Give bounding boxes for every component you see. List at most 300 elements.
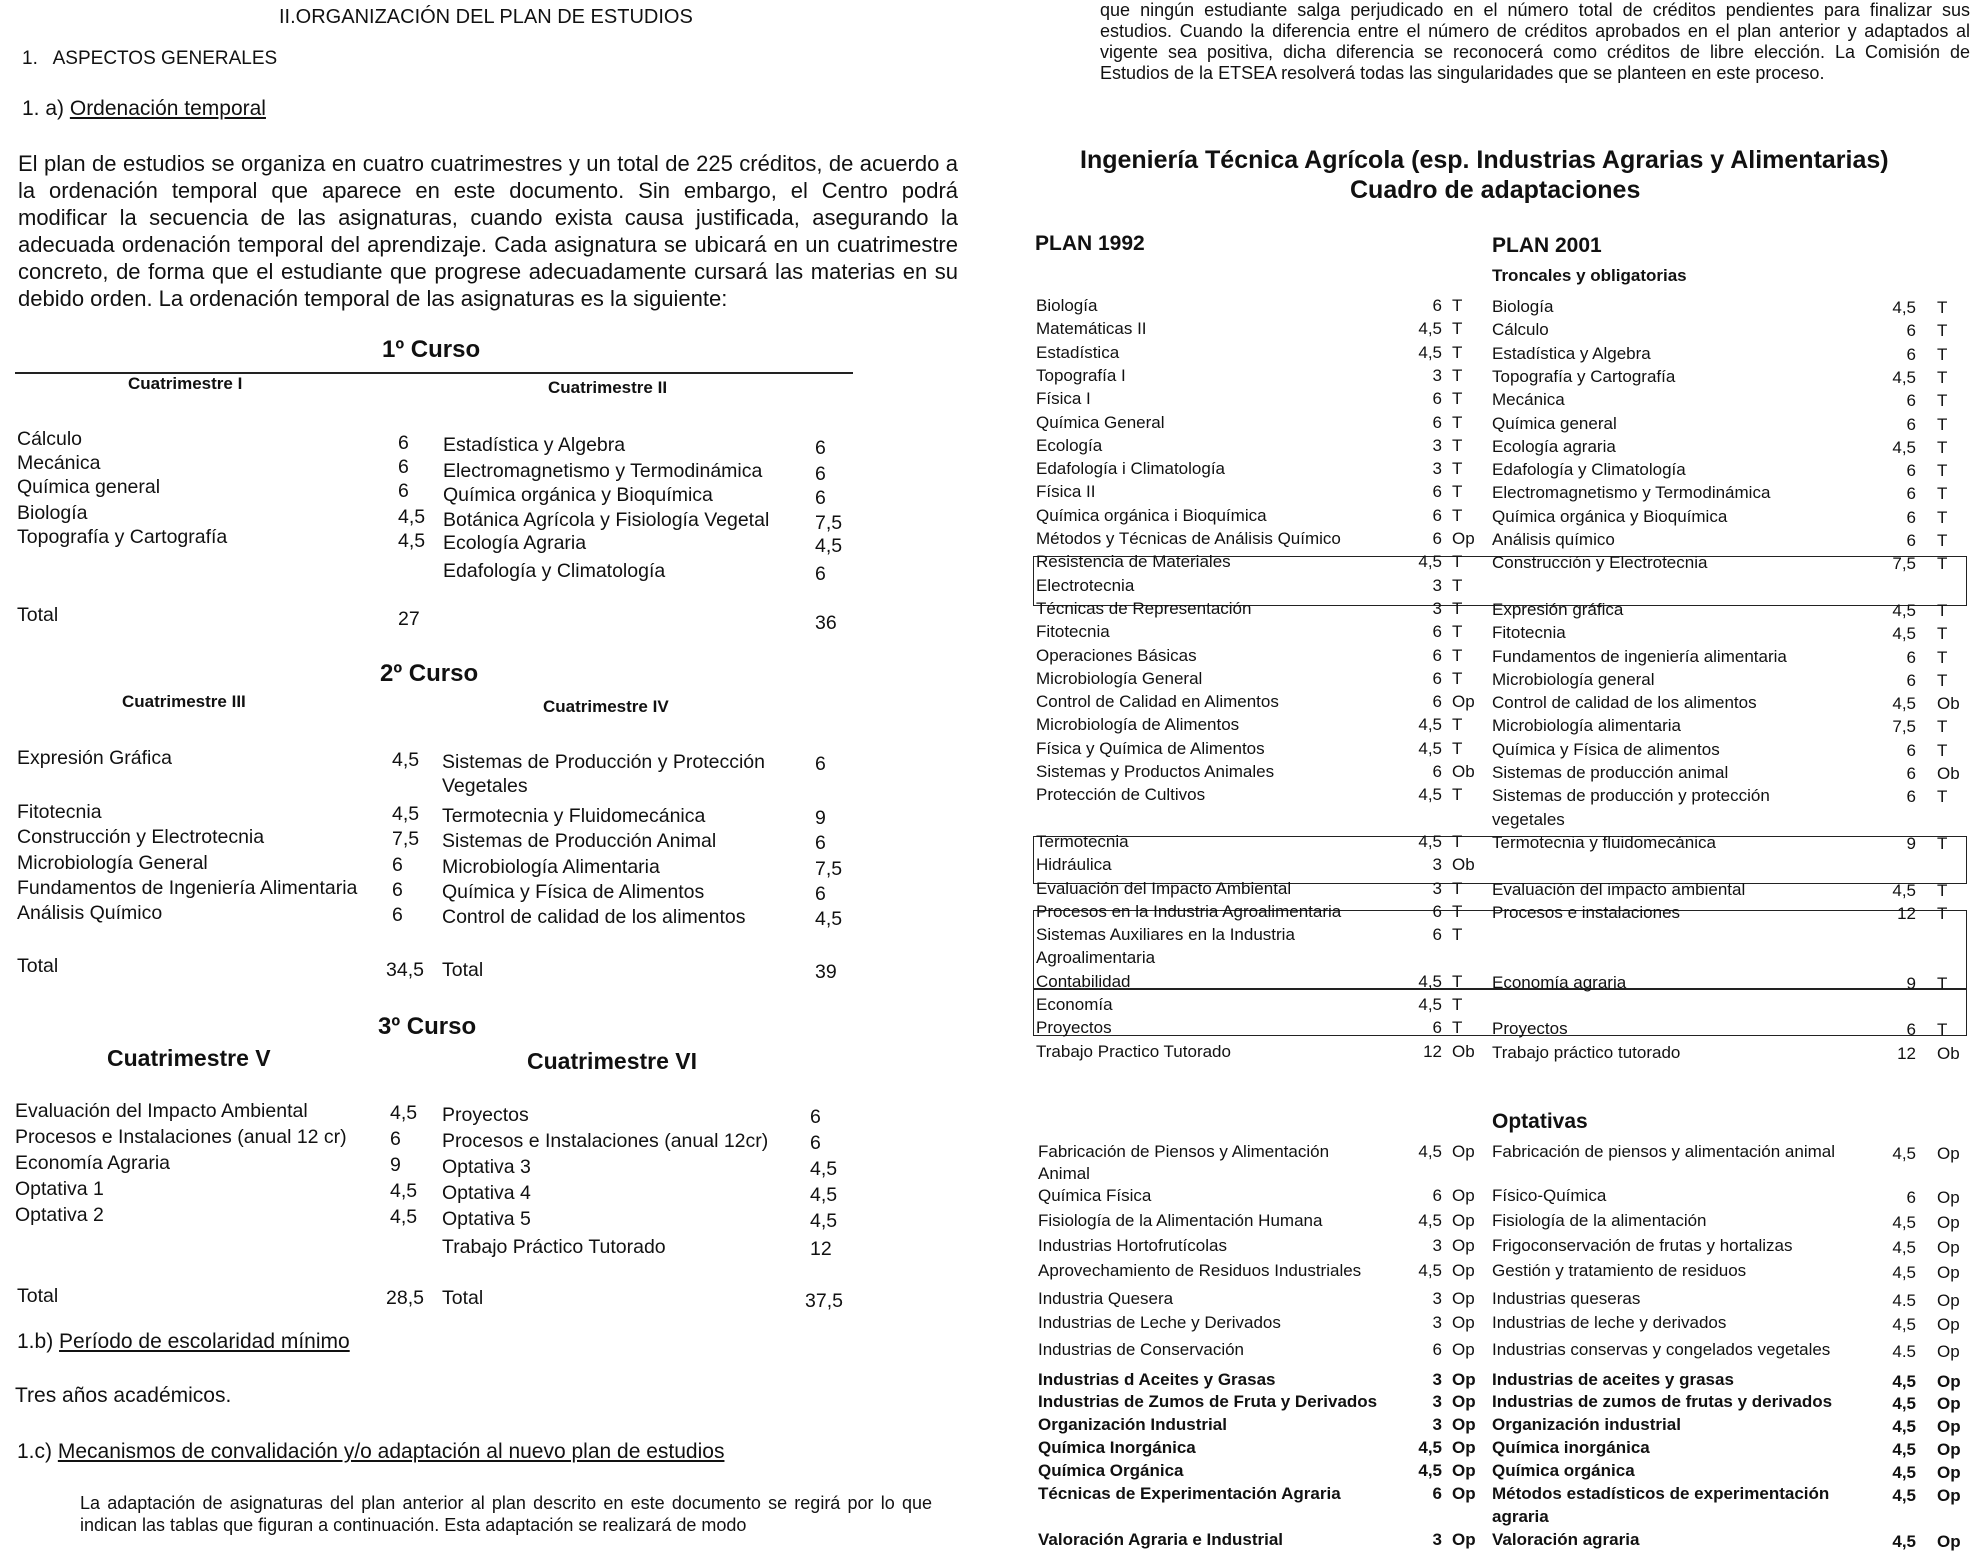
plan-1992-credits: 4,5: [1418, 738, 1442, 758]
subject-name: Ecología Agraria: [443, 532, 587, 554]
intro-paragraph: El plan de estudios se organiza en cuatro cuatrimestres y un total de 225 créditos, de acuerdo a la ordenación temporal que aparece en este documento. Sin embargo, el Centro podrá modificar la secuencia de las asignaturas, cuando exista causa justificada, asegurando la adecuada ordenación temporal del aprendizaje. Cada asignatura se ubicará en un cuatrimestre concreto, de forma que el estudiante que progrese adecuadamente cursará las materias en su debido orden. La ordenación temporal de las asignaturas es la siguiente:: [18, 151, 958, 311]
section-heading-1c: [17, 1440, 724, 1464]
plan-1992-credits: 6: [1432, 1186, 1442, 1205]
plan-1992-subject: Procesos en la Industria Agroalimentaria: [1036, 901, 1342, 921]
plan-1992-credits: 6: [1432, 645, 1442, 665]
plan-2001-subject: Procesos e instalaciones: [1492, 902, 1681, 922]
plan-2001-type: Op: [1937, 1463, 1961, 1482]
plan-2001-type: Op: [1937, 1532, 1961, 1551]
subject-credits: 6: [810, 1132, 821, 1154]
curso-1-title: 1º Curso: [382, 336, 481, 363]
plan-2001-credits: 9: [1906, 833, 1916, 853]
plan-2001-type: T: [1937, 717, 1948, 737]
troncales-heading: Troncales y obligatorias: [1492, 266, 1687, 285]
plan-1992-credits: 6: [1432, 505, 1442, 525]
plan-1992-credits: 12: [1423, 1041, 1442, 1061]
cuatrimestre-iii-heading: Cuatrimestre III: [122, 692, 246, 711]
plan-2001-credits: 6: [1906, 507, 1916, 527]
plan-1992-credits: 4,5: [1418, 342, 1442, 362]
subject-name: Mecánica: [17, 452, 101, 474]
plan-1992-subject: Contabilidad: [1036, 971, 1131, 991]
plan-2001-subject: Organización industrial: [1492, 1415, 1681, 1434]
plan-2001-credits: 4,5: [1892, 624, 1916, 644]
plan-1992-type: T: [1452, 575, 1463, 595]
plan-2001-credits: 6: [1906, 740, 1916, 760]
plan-2001-credits: 7,5: [1892, 554, 1916, 574]
plan-2001-type: T: [1937, 367, 1948, 387]
plan-1992-subject: Física II: [1036, 482, 1096, 502]
curso-1-total-right: 36: [815, 612, 837, 634]
plan-1992-subject: Control de Calidad en Alimentos: [1036, 692, 1279, 712]
plan-1992-credits: 3: [1432, 1236, 1442, 1255]
plan-1992-type: T: [1452, 831, 1463, 851]
plan-2001-credits: 6: [1906, 531, 1916, 550]
subject-name: Sistemas de Producción Animal: [442, 830, 717, 852]
plan-1992-type: T: [1452, 878, 1463, 898]
plan-1992-credits: 6: [1432, 296, 1442, 315]
plan-2001-subject: Estadística y Algebra: [1492, 343, 1651, 363]
plan-2001-type: Op: [1937, 1238, 1960, 1257]
curso-3-title: 3º Curso: [378, 1013, 477, 1040]
plan-1992-credits: 4,5: [1418, 1438, 1442, 1457]
plan-1992-credits: 3: [1432, 1313, 1442, 1332]
plan-1992-subject: Industrias de Zumos de Fruta y Derivados: [1038, 1392, 1378, 1411]
plan-1992-type: Ob: [1452, 762, 1475, 781]
plan-2001-subject: Trabajo práctico tutorado: [1492, 1042, 1681, 1062]
plan-1992-type: T: [1452, 925, 1463, 945]
adaptation-title: Ingeniería Técnica Agrícola (esp. Industrias Agrarias y Alimentarias): [1080, 146, 1889, 174]
plan-1992-subject: Proyectos: [1036, 1018, 1112, 1038]
plan-2001-subject: Fundamentos de ingeniería alimentaria: [1492, 646, 1787, 666]
heading-number: 1.c): [17, 1440, 58, 1463]
plan-2001-type: T: [1937, 414, 1948, 434]
section-1b-text: Tres años académicos.: [15, 1384, 232, 1407]
plan-1992-credits: 6: [1432, 1484, 1442, 1503]
plan-2001-type: T: [1937, 461, 1948, 481]
plan-2001-credits: 4,5: [1892, 1440, 1916, 1459]
plan-1992-credits: 3: [1432, 1289, 1442, 1308]
plan-1992-credits: 3: [1432, 1530, 1442, 1549]
subject-name: Microbiología General: [17, 852, 208, 874]
plan-2001-subject: Química y Física de alimentos: [1492, 739, 1720, 759]
plan-1992-type: T: [1452, 645, 1463, 665]
plan-2001-subject: Fisiología de la alimentación: [1492, 1211, 1707, 1230]
subject-credits: 7,5: [392, 828, 420, 850]
subject-name: Fundamentos de Ingeniería Alimentaria: [17, 877, 358, 899]
plan-1992-credits: 3: [1432, 365, 1442, 385]
subject-name: Fitotecnia: [17, 801, 102, 823]
adaptation-subtitle: Cuadro de adaptaciones: [1350, 176, 1641, 204]
subject-credits: 6: [815, 487, 826, 509]
subject-name: Termotecnia y Fluidomecánica: [442, 805, 706, 827]
plan-2001-type: Op: [1937, 1291, 1960, 1310]
cuatrimestre-v-heading: Cuatrimestre V: [107, 1045, 271, 1071]
plan-2001-credits: 4,5: [1892, 1315, 1916, 1334]
section-heading-1: 1. ASPECTOS GENERALES: [22, 48, 278, 69]
plan-2001-subject: vegetales: [1492, 809, 1565, 829]
plan-2001-type: T: [1937, 880, 1948, 900]
plan-2001-credits: 4,5: [1892, 1394, 1916, 1413]
plan-2001-type: T: [1937, 1020, 1948, 1040]
plan-2001-type: Ob: [1937, 1043, 1960, 1063]
curso-3-total-right-label: Total: [442, 1287, 484, 1309]
subject-credits: 7,5: [815, 858, 843, 880]
plan-2001-type: T: [1937, 670, 1948, 690]
subject-name: Química y Física de Alimentos: [442, 881, 705, 903]
plan-2001-type: T: [1937, 554, 1948, 574]
plan-2001-credits: 9: [1906, 973, 1916, 993]
subject-name: Química orgánica y Bioquímica: [443, 484, 713, 506]
subject-credits: 4,5: [390, 1206, 418, 1228]
plan-1992-subject: Biología: [1036, 296, 1098, 315]
curso-1-total-label: Total: [17, 604, 59, 626]
plan-1992-credits: 6: [1432, 1340, 1442, 1359]
plan-2001-subject: Fitotecnia: [1492, 623, 1566, 643]
subject-name: Optativa 4: [442, 1182, 531, 1204]
plan-1992-subject: Trabajo Practico Tutorado: [1036, 1041, 1231, 1061]
heading-text: Período de escolaridad mínimo: [59, 1330, 350, 1353]
plan-1992-subject: Fabricación de Piensos y Alimentación: [1038, 1142, 1330, 1161]
plan-2001-credits: 4,5: [1892, 694, 1916, 714]
plan-2001-credits: 4.5: [1892, 1291, 1916, 1310]
plan-2001-credits: 6: [1906, 1020, 1916, 1040]
plan-1992-credits: 4,5: [1418, 785, 1442, 805]
plan-2001-type: Op: [1937, 1394, 1961, 1413]
cuatrimestre-ii-heading: Cuatrimestre II: [548, 378, 668, 397]
plan-1992-credits: 6: [1432, 1018, 1442, 1038]
subject-credits: 4,5: [398, 530, 426, 552]
plan-1992-subject: Matemáticas II: [1036, 319, 1147, 339]
plan-1992-type: T: [1452, 622, 1463, 642]
plan-1992-type: T: [1452, 459, 1463, 479]
plan-1992-subject: Fitotecnia: [1036, 622, 1110, 642]
curso-1-total-left: 27: [398, 608, 420, 630]
subject-name: Economía Agraria: [15, 1152, 171, 1174]
plan-2001-subject: Industrias de zumos de frutas y derivados: [1492, 1392, 1833, 1411]
plan-1992-type: T: [1452, 901, 1463, 921]
subject-name: Procesos e Instalaciones (anual 12cr): [442, 1130, 769, 1152]
plan-2001-subject: Cálculo: [1492, 320, 1549, 340]
plan-1992-subject: Electrotecnia: [1036, 575, 1135, 595]
plan-1992-type: T: [1452, 435, 1463, 455]
plan-1992-subject: Técnicas de Experimentación Agraria: [1038, 1484, 1341, 1503]
plan-1992-credits: 4,5: [1418, 1211, 1442, 1230]
plan-1992-subject: Técnicas de Representación: [1036, 598, 1252, 618]
plan-2001-credits: 6: [1906, 764, 1916, 783]
continuation-paragraph: que ningún estudiante salga perjudicado en el número total de créditos pendientes para finalizar sus estudios. Cuando la diferencia entre el número de créditos aprobados en el plan anterior y adaptados al vigente sea positiva, dicha diferencia se reconocerá como créditos de libre elección. La Comisión de Estudios de la ETSEA resolverá todas las singularidades que se planteen en este proceso.: [1100, 0, 1970, 83]
plan-2001-credits: 4,5: [1892, 1213, 1916, 1232]
subject-name: Procesos e Instalaciones (anual 12 cr): [15, 1126, 347, 1148]
plan-1992-subject: Química Orgánica: [1038, 1461, 1184, 1480]
plan-2001-type: Op: [1937, 1417, 1961, 1436]
subject-name: Vegetales: [442, 775, 528, 797]
plan-1992-credits: 3: [1432, 1370, 1442, 1389]
subject-credits: 6: [392, 854, 403, 876]
plan-1992-subject: Industria Quesera: [1038, 1289, 1174, 1308]
plan-2001-credits: 4,5: [1892, 1263, 1916, 1282]
subject-credits: 6: [398, 432, 409, 454]
subject-name: Optativa 1: [15, 1178, 104, 1200]
plan-1992-credits: 3: [1432, 435, 1442, 455]
plan-1992-subject: Valoración Agraria e Industrial: [1038, 1530, 1284, 1549]
plan-1992-subject: Química General: [1036, 412, 1165, 432]
plan-2001-subject: Termotecnia y fluidomecánica: [1492, 832, 1716, 852]
plan-2001-credits: 4,5: [1892, 437, 1916, 457]
plan-1992-heading: PLAN 1992: [1035, 232, 1145, 255]
plan-1992-subject: Métodos y Técnicas de Análisis Químico: [1036, 529, 1341, 548]
plan-2001-type: T: [1937, 903, 1948, 923]
plan-1992-subject: Estadística: [1036, 342, 1120, 362]
section-1c-text: La adaptación de asignaturas del plan anterior al plan descrito en este documento se regirá por lo que indican las tablas que figuran a continuación. Esta adaptación se realizará de modo: [80, 1493, 932, 1535]
curso-3-total-right: 37,5: [805, 1290, 843, 1312]
plan-1992-subject: Edafología i Climatología: [1036, 459, 1226, 479]
plan-2001-subject: Control de calidad de los alimentos: [1492, 693, 1757, 713]
plan-2001-type: T: [1937, 484, 1948, 504]
document-title: II.ORGANIZACIÓN DEL PLAN DE ESTUDIOS: [279, 6, 693, 28]
plan-1992-type: Op: [1452, 1392, 1476, 1411]
plan-1992-type: T: [1452, 971, 1463, 991]
subject-credits: 6: [392, 904, 403, 926]
subject-name: Optativa 3: [442, 1156, 531, 1178]
plan-2001-subject: Físico-Química: [1492, 1186, 1607, 1205]
plan-1992-subject: Evaluación del Impacto Ambiental: [1036, 878, 1292, 898]
subject-credits: 6: [398, 456, 409, 478]
heading-number: 1.b): [17, 1330, 60, 1353]
plan-1992-credits: 4,5: [1418, 319, 1442, 339]
plan-2001-type: Op: [1937, 1213, 1960, 1232]
plan-2001-credits: 6: [1906, 344, 1916, 364]
plan-1992-credits: 6: [1432, 692, 1442, 712]
plan-2001-type: T: [1937, 624, 1948, 644]
curso-2-title: 2º Curso: [380, 660, 479, 687]
plan-1992-type: T: [1452, 598, 1463, 618]
plan-1992-subject: Economía: [1036, 995, 1113, 1014]
plan-1992-credits: 6: [1432, 389, 1442, 409]
plan-1992-type: Op: [1452, 692, 1475, 712]
plan-2001-credits: 4,5: [1892, 1238, 1916, 1257]
plan-1992-type: T: [1452, 552, 1463, 572]
heading-number: 1. a): [22, 97, 70, 120]
curso-2-total-right: 39: [815, 961, 837, 983]
plan-1992-subject: Ecología: [1036, 435, 1103, 455]
plan-1992-credits: 6: [1432, 412, 1442, 432]
subject-name: Cálculo: [17, 428, 83, 450]
plan-2001-subject: Industrias conservas y congelados vegetales: [1492, 1340, 1831, 1359]
subject-credits: 4,5: [815, 535, 843, 557]
plan-2001-type: Op: [1937, 1372, 1961, 1391]
plan-1992-subject: Química Inorgánica: [1038, 1438, 1196, 1457]
plan-2001-type: Ob: [1937, 694, 1960, 714]
subject-credits: 12: [810, 1238, 832, 1260]
plan-1992-credits: 3: [1432, 878, 1442, 898]
plan-1992-credits: 4,5: [1418, 552, 1442, 572]
plan-2001-subject: Biología: [1492, 297, 1554, 316]
subject-credits: 4,5: [390, 1102, 418, 1124]
subject-credits: 6: [398, 480, 409, 502]
plan-2001-type: Ob: [1937, 764, 1960, 783]
plan-1992-type: T: [1452, 389, 1463, 409]
plan-2001-type: T: [1937, 740, 1948, 760]
plan-1992-credits: 4,5: [1418, 715, 1442, 735]
plan-1992-type: T: [1452, 296, 1463, 315]
plan-2001-type: T: [1937, 600, 1948, 620]
plan-2001-type: Op: [1937, 1342, 1960, 1361]
plan-2001-credits: 4,5: [1892, 1144, 1916, 1163]
cuatrimestre-vi-heading: Cuatrimestre VI: [527, 1048, 698, 1074]
plan-2001-type: T: [1937, 321, 1948, 341]
plan-1992-credits: 4,5: [1418, 1261, 1442, 1280]
subject-credits: 4,5: [398, 506, 426, 528]
plan-2001-credits: 4,5: [1892, 298, 1916, 317]
plan-2001-subject: Química inorgánica: [1492, 1438, 1650, 1457]
plan-2001-subject: Evaluación del impacto ambiental: [1492, 879, 1746, 899]
plan-1992-type: T: [1452, 365, 1463, 385]
plan-2001-subject: Sistemas de producción y protección: [1492, 786, 1770, 806]
plan-2001-type: T: [1937, 833, 1948, 853]
plan-2001-credits: 6: [1906, 321, 1916, 341]
subject-credits: 6: [390, 1128, 401, 1150]
plan-2001-credits: 4,5: [1892, 1463, 1916, 1482]
plan-1992-credits: 4,5: [1418, 971, 1442, 991]
subject-credits: 6: [815, 753, 826, 775]
plan-2001-type: T: [1937, 298, 1948, 317]
plan-1992-type: Op: [1452, 1530, 1476, 1549]
plan-1992-type: Op: [1452, 1211, 1475, 1230]
curso-2-total-left: 34,5: [386, 959, 424, 981]
plan-1992-subject: Organización Industrial: [1038, 1415, 1227, 1434]
subject-name: Trabajo Práctico Tutorado: [442, 1236, 666, 1258]
plan-2001-subject: Topografía y Cartografía: [1492, 366, 1676, 386]
plan-1992-subject: Química orgánica i Bioquímica: [1036, 505, 1267, 525]
subject-credits: 6: [815, 883, 826, 905]
plan-1992-subject: Topografía I: [1036, 365, 1126, 385]
plan-2001-credits: 6: [1906, 484, 1916, 504]
subject-name: Sistemas de Producción y Protección: [442, 751, 765, 773]
plan-1992-type: Op: [1452, 529, 1475, 548]
plan-2001-subject: Economía agraria: [1492, 972, 1627, 992]
subject-credits: 4,5: [392, 803, 420, 825]
plan-1992-type: T: [1452, 342, 1463, 362]
plan-2001-credits: 4,5: [1892, 1532, 1916, 1551]
plan-1992-subject: Fisiología de la Alimentación Humana: [1038, 1211, 1323, 1230]
plan-1992-type: Op: [1452, 1313, 1475, 1332]
plan-1992-type: Op: [1452, 1370, 1476, 1389]
plan-2001-credits: 6: [1906, 1188, 1916, 1207]
plan-2001-subject: Frigoconservación de frutas y hortalizas: [1492, 1236, 1793, 1255]
subject-credits: 4,5: [810, 1158, 838, 1180]
subject-name: Química general: [17, 476, 161, 498]
plan-2001-subject: Gestión y tratamiento de residuos: [1492, 1261, 1747, 1280]
plan-1992-credits: 4,5: [1418, 1142, 1442, 1161]
subject-name: Topografía y Cartografía: [17, 526, 228, 548]
plan-1992-type: T: [1452, 482, 1463, 502]
heading-text: Ordenación temporal: [69, 97, 266, 120]
section-heading-1b: [17, 1330, 350, 1354]
plan-2001-subject: Microbiología general: [1492, 669, 1655, 689]
plan-2001-type: Op: [1937, 1188, 1960, 1207]
plan-1992-type: T: [1452, 738, 1463, 758]
subject-credits: 9: [815, 807, 826, 829]
plan-1992-subject: Química Física: [1038, 1186, 1152, 1205]
plan-1992-credits: 3: [1432, 575, 1442, 595]
curso-2-total-label: Total: [17, 955, 59, 977]
plan-1992-subject: Termotecnia: [1036, 831, 1129, 851]
plan-1992-subject: Resistencia de Materiales: [1036, 552, 1231, 572]
plan-2001-type: T: [1937, 507, 1948, 527]
plan-1992-subject: Industrias Hortofrutícolas: [1038, 1236, 1227, 1255]
plan-2001-subject: Industrias de aceites y grasas: [1492, 1370, 1734, 1389]
subject-credits: 4,5: [390, 1180, 418, 1202]
plan-1992-type: Ob: [1452, 855, 1475, 875]
plan-1992-credits: 4,5: [1418, 1461, 1442, 1480]
plan-1992-type: Op: [1452, 1289, 1475, 1308]
plan-2001-credits: 6: [1906, 461, 1916, 481]
plan-2001-subject: Valoración agraria: [1492, 1530, 1640, 1549]
curso-3-total-left: 28,5: [386, 1287, 424, 1309]
plan-1992-type: Op: [1452, 1415, 1476, 1434]
plan-1992-type: Op: [1452, 1438, 1476, 1457]
subject-name: Biología: [17, 502, 88, 524]
plan-1992-credits: 3: [1432, 855, 1442, 875]
curso-3-total-label: Total: [17, 1285, 59, 1307]
plan-1992-subject: Protección de Cultivos: [1036, 785, 1206, 805]
plan-2001-credits: 12: [1897, 1043, 1916, 1063]
subject-credits: 4,5: [810, 1184, 838, 1206]
subject-credits: 4,5: [392, 749, 420, 771]
plan-2001-subject: Edafología y Climatología: [1492, 460, 1686, 480]
plan-2001-subject: Construcción y Electrotecnia: [1492, 553, 1708, 573]
plan-2001-type: T: [1937, 647, 1948, 667]
plan-1992-subject: Física I: [1036, 389, 1091, 409]
plan-2001-credits: 4,5: [1892, 1372, 1916, 1391]
plan-2001-credits: 6: [1906, 414, 1916, 434]
plan-2001-subject: Ecología agraria: [1492, 436, 1616, 456]
plan-1992-type: Op: [1452, 1484, 1476, 1503]
plan-1992-credits: 6: [1432, 668, 1442, 688]
plan-1992-credits: 6: [1432, 925, 1442, 945]
right-page: [1020, 0, 1977, 1558]
plan-1992-credits: 6: [1432, 901, 1442, 921]
subject-credits: 7,5: [815, 512, 843, 534]
optativas-heading: Optativas: [1492, 1110, 1588, 1133]
subject-name: Optativa 5: [442, 1208, 531, 1230]
plan-2001-credits: 6: [1906, 647, 1916, 667]
plan-1992-type: Op: [1452, 1236, 1475, 1255]
plan-2001-credits: 4,5: [1892, 880, 1916, 900]
plan-1992-type: T: [1452, 668, 1463, 688]
plan-2001-subject: Industrias queseras: [1492, 1289, 1641, 1308]
plan-2001-subject: Química general: [1492, 413, 1617, 433]
plan-1992-type: Op: [1452, 1142, 1475, 1161]
plan-2001-heading: PLAN 2001: [1492, 234, 1602, 257]
plan-2001-subject: Proyectos: [1492, 1019, 1568, 1039]
plan-2001-subject: Sistemas de producción animal: [1492, 763, 1729, 782]
plan-1992-credits: 6: [1432, 529, 1442, 548]
plan-2001-subject: Microbiología alimentaria: [1492, 716, 1681, 736]
cuatrimestre-iv-heading: Cuatrimestre IV: [543, 697, 669, 716]
plan-1992-type: T: [1452, 715, 1463, 735]
subject-name: Evaluación del Impacto Ambiental: [15, 1100, 308, 1122]
plan-2001-credits: 4,5: [1892, 600, 1916, 620]
subject-name: Microbiología Alimentaria: [442, 856, 660, 878]
plan-2001-credits: 6: [1906, 391, 1916, 411]
plan-1992-subject: Hidráulica: [1036, 855, 1112, 875]
plan-1992-credits: 4,5: [1418, 831, 1442, 851]
plan-1992-type: T: [1452, 505, 1463, 525]
plan-1992-subject: Física y Química de Alimentos: [1036, 738, 1265, 758]
subject-name: Estadística y Algebra: [443, 434, 626, 456]
subject-credits: 4,5: [810, 1210, 838, 1232]
